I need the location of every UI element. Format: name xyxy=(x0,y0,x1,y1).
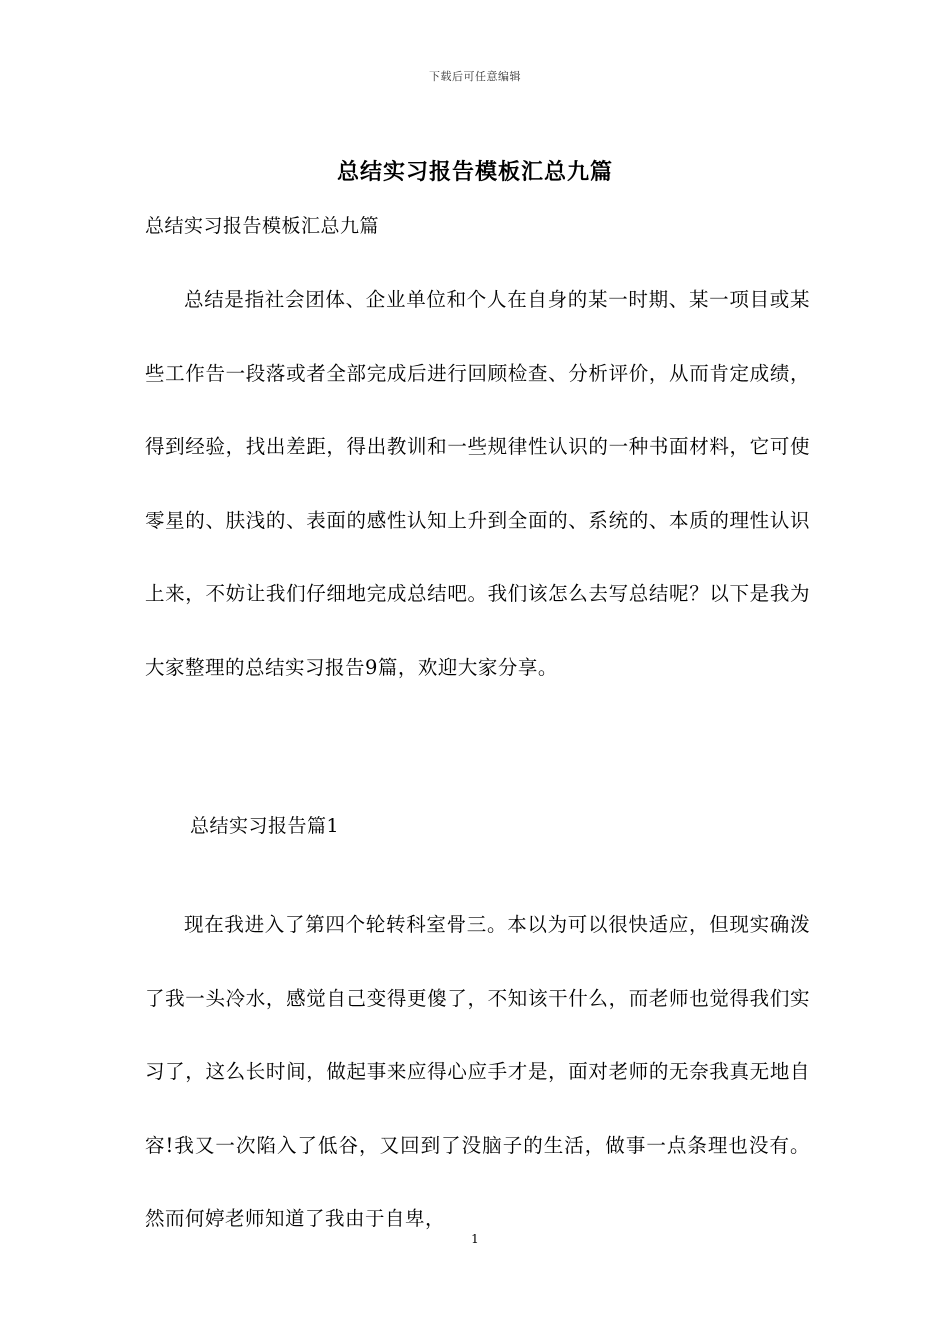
document-subtitle: 总结实习报告模板汇总九篇 xyxy=(145,215,380,237)
section-heading: 总结实习报告篇1 xyxy=(190,815,340,837)
page-number: 1 xyxy=(471,1232,479,1246)
header-note: 下载后可任意编辑 xyxy=(429,70,521,83)
intro-paragraph: 总结是指社会团体、企业单位和个人在自身的某一时期、某一项目或某些工作告一段落或者全部完成后进行回顾检查、分析评价，从而肯定成绩，得到经验，找出差距，得出教训和一些规律性认识的一种书面材料，它可使零星的、肤浅的、表面的感性认知上升到全面的、系统的、本质的理性认识上来，不妨让我们仔细地完成总结吧。我们该怎么去写总结呢？以下是我为大家整理的总结实习报告9篇，欢迎大家分享。 xyxy=(145,288,810,679)
section-paragraph: 现在我进入了第四个轮转科室骨三。本以为可以很快适应，但现实确泼了我一头冷水，感觉自己变得更傻了，不知该干什么，而老师也觉得我们实习了，这么长时间，做起事来应得心应手才是，面对老师的无奈我真无地自容!我又一次陷入了低谷，又回到了没脑子的生活，做事一点条理也没有。然而何婷老师知道了我由于自卑， xyxy=(145,913,810,1230)
document-title: 总结实习报告模板汇总九篇 xyxy=(336,159,613,185)
